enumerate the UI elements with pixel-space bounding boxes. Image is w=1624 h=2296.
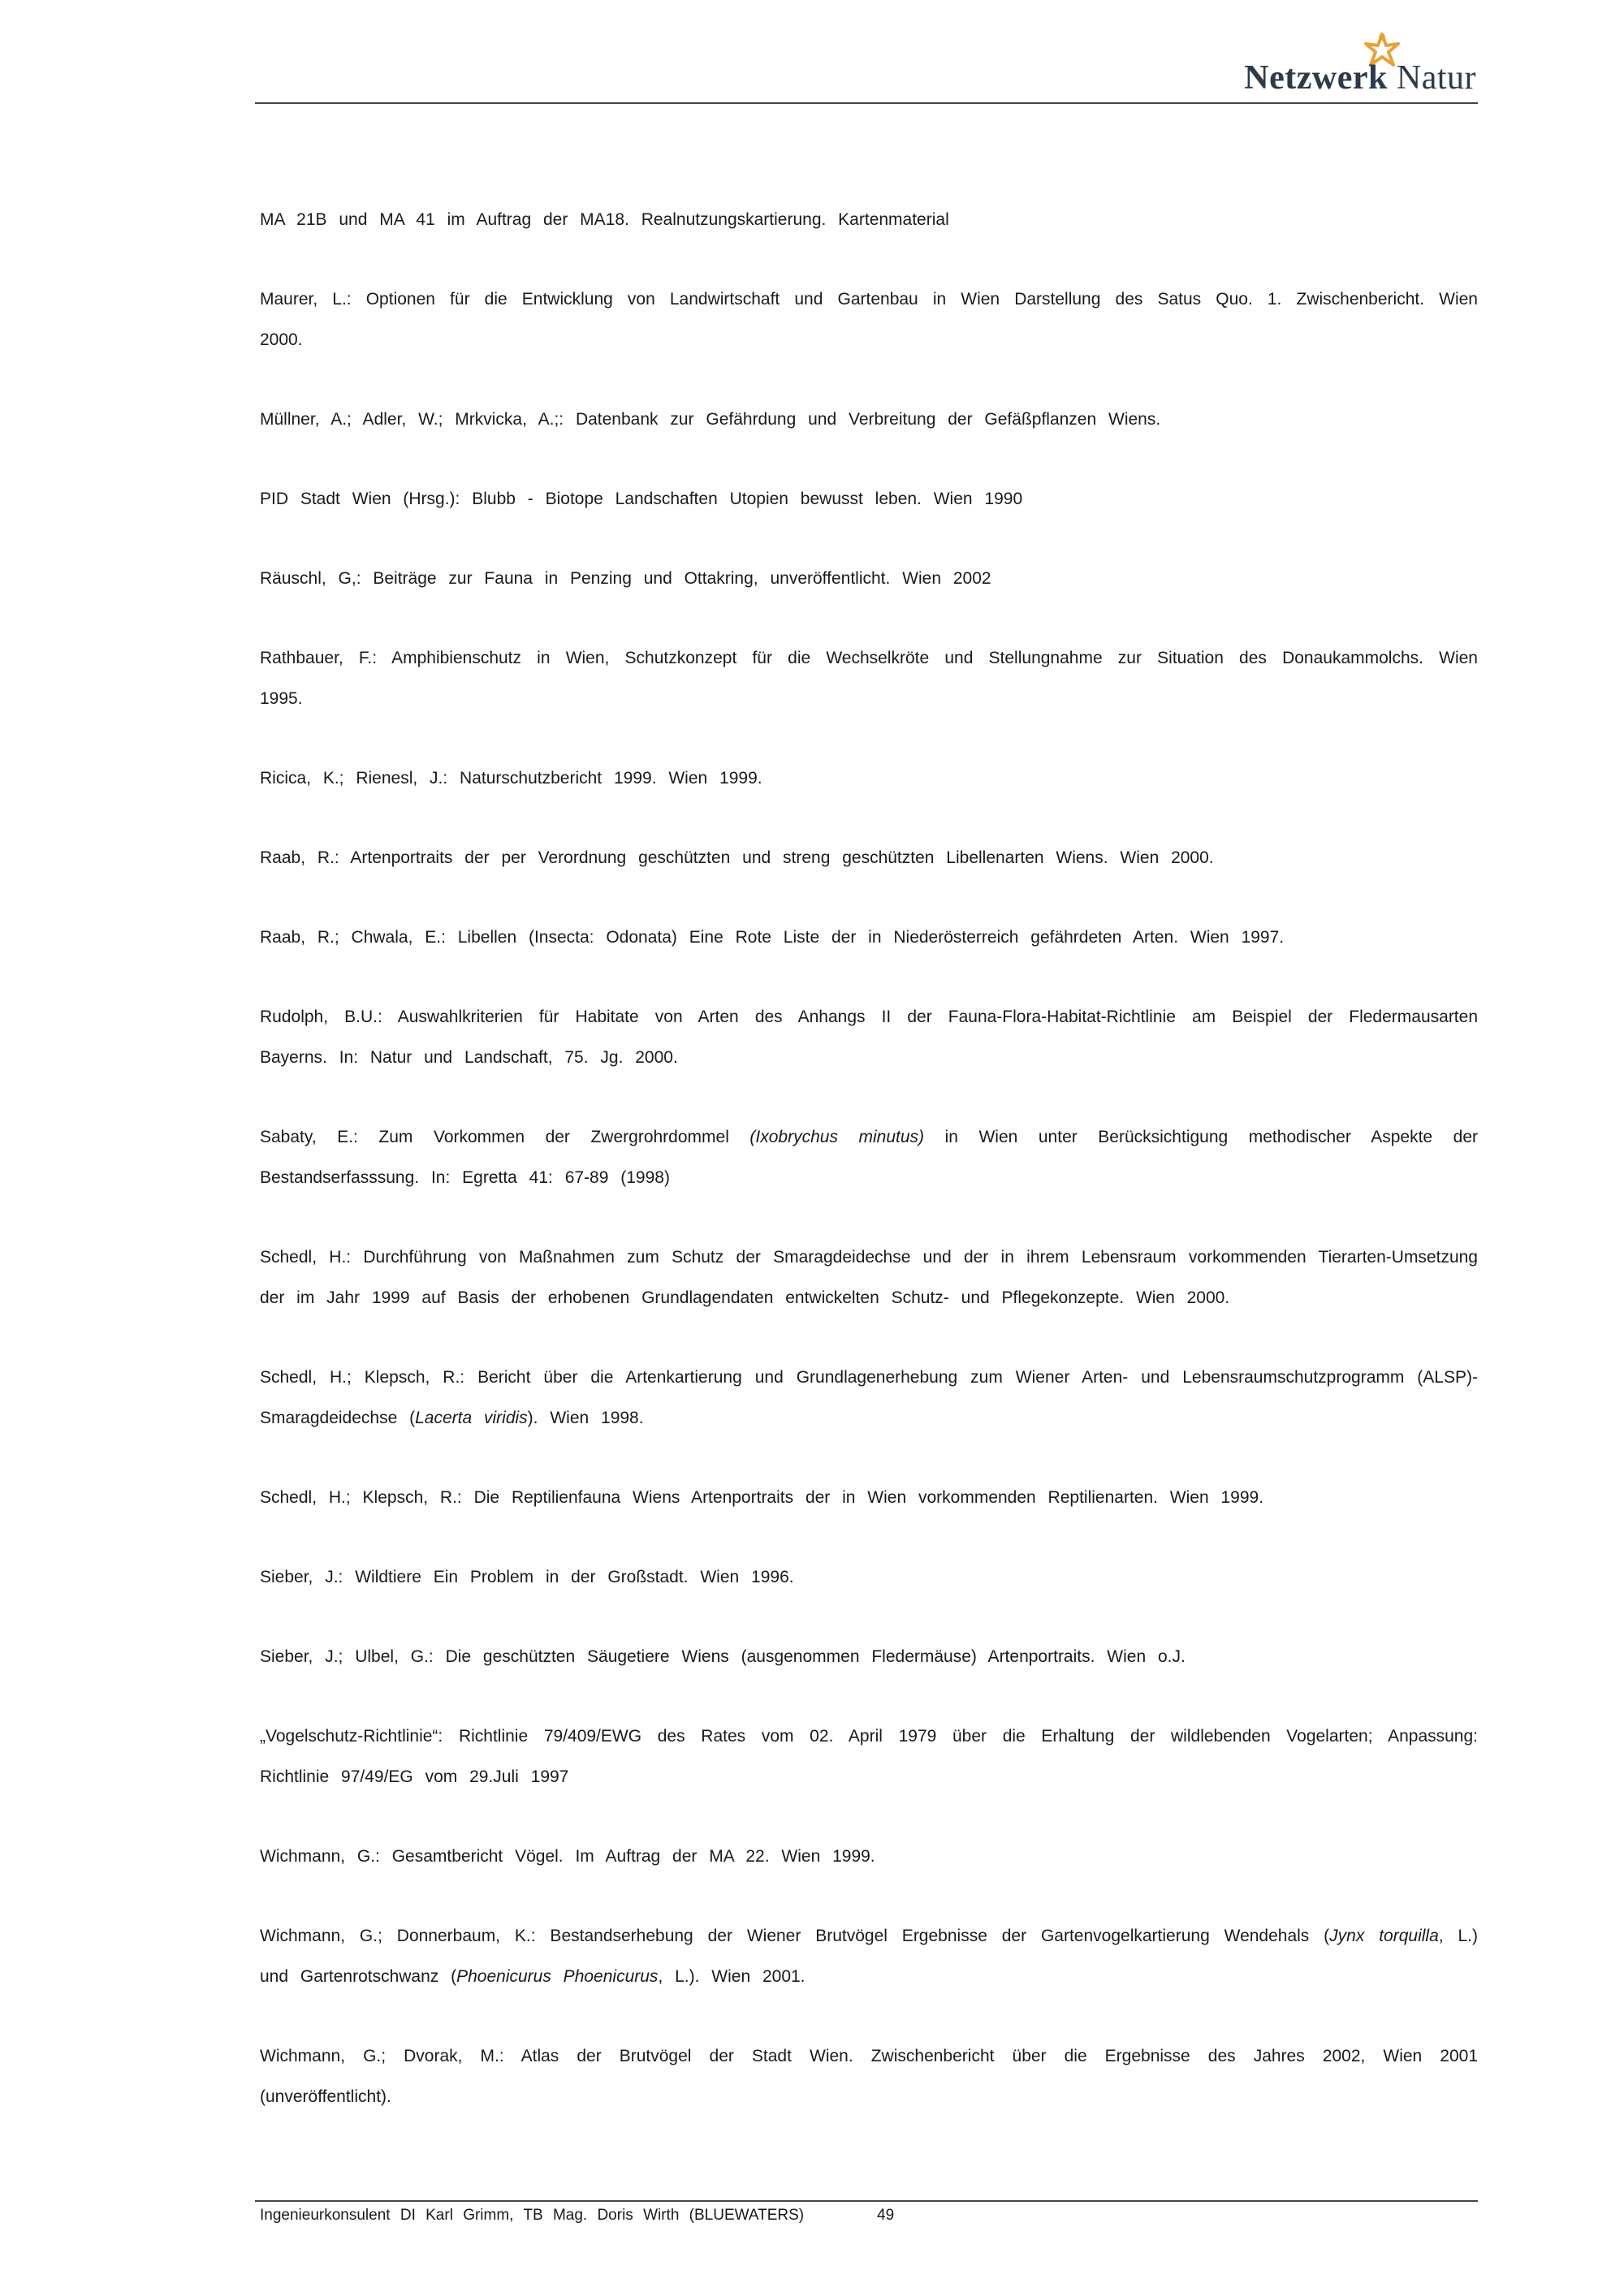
reference-text: Wichmann, G.; Donnerbaum, K.: Bestandserhebung der Wiener Brutvögel Ergebnisse der Gartenvogelkartierung Wendehals ( <box>260 1927 1330 1945</box>
reference-text: ). Wien 1998. <box>527 1409 644 1427</box>
reference-text: Wichmann, G.; Dvorak, M.: Atlas der Brutvögel der Stadt Wien. Zwischenbericht über die Ergebnisse des Jahres 2002, Wien 2001 (unveröffentlicht). <box>260 2047 1478 2106</box>
reference-entry <box>260 917 1478 958</box>
reference-entry <box>260 1637 1478 1677</box>
reference-text: Rathbauer, F.: Amphibienschutz in Wien, Schutzkonzept für die Wechselkröte und Stellungnahme zur Situation des Donaukammolchs. Wien 1995. <box>260 649 1478 708</box>
reference-text: Maurer, L.: Optionen für die Entwicklung von Landwirtschaft und Gartenbau in Wien Darstellung des Satus Quo. 1. Zwischenbericht. Wien 2000. <box>260 290 1478 349</box>
reference-text: Schedl, H.; Klepsch, R.: Bericht über die Artenkartierung und Grundlagenerhebung zum Wiener Arten- und Lebensraumschutzprogramm (ALSP)- Smaragdeidechse ( <box>260 1368 1478 1427</box>
reference-entry <box>260 200 1478 240</box>
reference-text: Sieber, J.: Wildtiere Ein Problem in der Großstadt. Wien 1996. <box>260 1568 794 1586</box>
reference-text: Schedl, H.: Durchführung von Maßnahmen zum Schutz der Smaragdeidechse und der in ihrem Lebensraum vorkommenden Tierarten-Umsetzung der im Jahr 1999 auf Basis der erhobenen Grundlagendaten entwickelten Schutz- und Pflegekonzepte. Wien 2000. <box>260 1248 1478 1307</box>
footer-text: Ingenieurkonsulent DI Karl Grimm, TB Mag. Doris Wirth (BLUEWATERS) <box>260 2207 805 2224</box>
reference-entry <box>260 1478 1478 1518</box>
netzwerk-natur-logo <box>1216 32 1476 106</box>
reference-italic-text: Lacerta viridis <box>415 1409 528 1427</box>
reference-entry <box>260 1716 1478 1798</box>
logo-word-netzwerk: Netzwerk <box>1244 59 1388 97</box>
reference-entry <box>260 1557 1478 1598</box>
reference-text: , L.). Wien 2001. <box>658 1967 806 1986</box>
reference-text: PID Stadt Wien (Hrsg.): Blubb - Biotope Landschaften Utopien bewusst leben. Wien 1990 <box>260 490 1023 508</box>
reference-text: Schedl, H.; Klepsch, R.: Die Reptilienfauna Wiens Artenportraits der in Wien vorkommenden Reptilienarten. Wien 1999. <box>260 1488 1264 1507</box>
reference-entry <box>260 1836 1478 1877</box>
reference-text: Sieber, J.; Ulbel, G.: Die geschützten Säugetiere Wiens (ausgenommen Fledermäuse) Artenportraits. Wien o.J. <box>260 1647 1186 1666</box>
reference-entry <box>260 399 1478 440</box>
reference-entry <box>260 479 1478 520</box>
reference-entry <box>260 1117 1478 1198</box>
reference-italic-text: (Ixobrychus minutus) <box>749 1128 925 1146</box>
reference-text: Räuschl, G,: Beiträge zur Fauna in Penzing und Ottakring, unveröffentlicht. Wien 2002 <box>260 569 991 588</box>
reference-text: Raab, R.; Chwala, E.: Libellen (Insecta: Odonata) Eine Rote Liste der in Niederösterreich gefährdeten Arten. Wien 1997. <box>260 928 1285 947</box>
reference-text: „Vogelschutz-Richtlinie“: Richtlinie 79/409/EWG des Rates vom 02. April 1979 über die Erhaltung der wildlebenden Vogelarten; Anpassung: Richtlinie 97/49/EG vom 29.Juli 1997 <box>260 1727 1478 1786</box>
reference-entry <box>260 838 1478 878</box>
reference-italic-text: Jynx torquilla <box>1329 1927 1439 1945</box>
footer-rule <box>255 2200 1478 2202</box>
reference-entry <box>260 1237 1478 1318</box>
reference-entry <box>260 279 1478 360</box>
reference-text: Raab, R.: Artenportraits der per Verordnung geschützten und streng geschützten Libellenarten Wiens. Wien 2000. <box>260 848 1214 867</box>
reference-text: Ricica, K.; Rienesl, J.: Naturschutzbericht 1999. Wien 1999. <box>260 769 762 788</box>
reference-entry <box>260 638 1478 719</box>
reference-entry <box>260 2036 1478 2117</box>
reference-text: , L.) und Gartenrotschwanz ( <box>260 1927 1478 1986</box>
reference-text: Rudolph, B.U.: Auswahlkriterien für Habitate von Arten des Anhangs II der Fauna-Flora-Habitat-Richtlinie am Beispiel der Fledermausarten Bayerns. In: Natur und Landschaft, 75. Jg. 2000. <box>260 1008 1478 1067</box>
logo-word-natur: Natur <box>1396 59 1476 97</box>
reference-text: Wichmann, G.: Gesamtbericht Vögel. Im Auftrag der MA 22. Wien 1999. <box>260 1847 875 1866</box>
reference-list <box>260 183 1478 2156</box>
reference-text: in Wien unter Berücksichtigung methodischer Aspekte der Bestandserfasssung. In: Egretta 41: 67-89 (1998) <box>260 1128 1478 1187</box>
page-number: 49 <box>877 2207 895 2224</box>
logo-wordmark <box>1244 58 1476 97</box>
reference-text: Sabaty, E.: Zum Vorkommen der Zwergrohrdommel <box>260 1128 750 1146</box>
reference-italic-text: Phoenicurus Phoenicurus <box>456 1967 659 1986</box>
header-rule <box>255 102 1478 104</box>
reference-entry <box>260 559 1478 599</box>
reference-entry <box>260 1916 1478 1997</box>
reference-entry <box>260 1357 1478 1439</box>
reference-entry <box>260 997 1478 1078</box>
reference-text: MA 21B und MA 41 im Auftrag der MA18. Realnutzungskartierung. Kartenmaterial <box>260 210 949 229</box>
reference-entry <box>260 758 1478 799</box>
reference-text: Müllner, A.; Adler, W.; Mrkvicka, A.;: Datenbank zur Gefährdung und Verbreitung der Gefäßpflanzen Wiens. <box>260 410 1161 429</box>
